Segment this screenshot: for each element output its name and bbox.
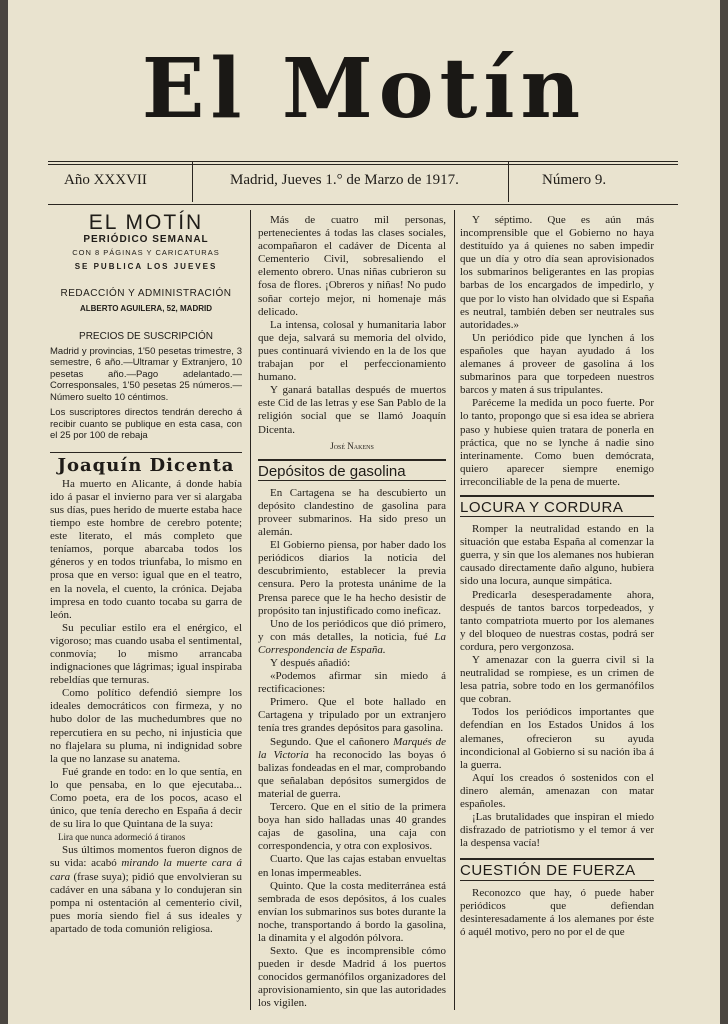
dicenta-signature: José Nakens (330, 440, 374, 451)
dicenta-p3: Como político defendió siempre los ideales democráticos con firmeza, y no hubo dolor de las muchedumbres que no repercutiera en su pecho, ni injusticia que no flajelara su pluma, ni indignidad sobre la que no lanzase su anatema. (50, 687, 242, 765)
cuestion-title: CUESTIÓN DE FUERZA (460, 858, 654, 880)
masthead-box (50, 211, 242, 273)
depositos-p13: Un periódico pide que lynchen á los españoles que hayan ayudado á los alemanes á proveer de gasolina á los submarinos para que torpedeen nuestros barcos y maten á sus tripulantes. (460, 331, 654, 397)
depositos-p12: Y séptimo. Que es aún más incomprensible que el Gobierno no haya destituído ya á quienes no saben impedir que un día y otro día sean aprovisionados los submarinos beligerantes en las propias barbas de los encargados de impedirlo, y que por lo visto han olvidado que si España es neutral, también deben ser neutrales sus autoridades.» (460, 214, 654, 331)
depositos-p6: Primero. Que el bote hallado en Cartagena y tripulado por un extranjero tenía tres grandes depósitos para gasolina. (258, 696, 446, 735)
header-divider-1 (192, 162, 193, 202)
column-rule-1 (250, 210, 251, 1010)
prices-title: PRECIOS DE SUSCRIPCIÓN (79, 330, 213, 342)
column-3 (460, 214, 654, 939)
issue-year: Año XXXVII (64, 172, 147, 188)
header-rule-bottom (48, 204, 678, 205)
box-title: EL MOTÍN (88, 211, 204, 234)
depositos-p1: En Cartagena se ha descubierto un depósito clandestino de gasolina para proveer submarinos. Ha sido preso un alemán. (258, 486, 446, 539)
issue-number: Número 9. (542, 172, 607, 188)
locura-p5: Aquí los creados ó sostenidos con el dinero alemán, amenazan con matar españoles. (460, 771, 654, 811)
dicenta-p8: Y ganará batallas después de muertos este Cid de las letras y ese San Pablo de la religión social que se llamó Joaquín Dicenta. (258, 384, 446, 436)
depositos-p9: Cuarto. Que las cajas estaban envueltas en lonas impermeables. (258, 853, 446, 879)
depositos-p14: Paréceme la medida un poco fuerte. Por lo tanto, propongo que si esa idea se abriera paso y hubiese quien tratara de ponerla en práctica, que no se lynche á nadie sino interinamente. Como buen demócrata, quiero aparecer siempre enemigo irreconciliable de la pena de muerte. (460, 397, 654, 488)
column-rule-2 (454, 210, 455, 1010)
depositos-p4: Y después añadió: (270, 657, 351, 669)
dicenta-verse: Lira que nunca adormeció á tiranos (58, 832, 186, 843)
dicenta-p7: La intensa, colosal y humanitaria labor que deja, salvará su memoria del olvido, pues continuará viviendo en la de los que trabajan por el perfeccionamiento humano. (258, 318, 446, 384)
box-pages: CON 8 PÁGINAS Y CARICATURAS (72, 248, 220, 258)
prices-text: Madrid y provincias, 1'50 pesetas trimestre, 3 semestre, 6 año.—Ultramar y Extranjero, 10 pesetas año.—Pago adelantado.—Corresponsales, 1'50 pesetas 25 números.—Número suelto 10 céntimos. (50, 345, 242, 403)
prices-note: Los suscriptores directos tendrán derecho á recibir cuanto se publique en esta casa, con el 25 por 100 de rebaja (50, 407, 242, 442)
locura-p2: Predicarla desesperadamente ahora, después de tantos barcos torpedeados, y tanto compatriota muerto por los alemanes y del bloqueo de nuestras costas, podrá ser cordura, pero vergonzosa. (460, 588, 654, 653)
depositos-p10: Quinto. Que la costa mediterránea está sembrada de esos depósitos, á los cuales envían los submarinos sus botes durante la noche, transportando á bordo la gasolina, la dinamita y el algodón pólvora. (258, 879, 446, 944)
header-divider-2 (508, 162, 509, 202)
cuestion-p1: Reconozco que hay, ó puede haber periódicos que defiendan desinteresadamente á los alemanes por éste ó aquél motivo, pero no por el de que (460, 886, 654, 938)
issue-place-date: Madrid, Jueves 1.° de Marzo de 1917. (230, 172, 459, 188)
locura-title: LOCURA Y CORDURA (460, 495, 654, 517)
box-publica: SE PUBLICA LOS JUEVES (74, 262, 218, 272)
locura-p3: Y amenazar con la guerra civil si la neutralidad se rompiese, es un crimen de lesa patria, sobre todo en los germanófilos que cobran. (460, 654, 654, 706)
depositos-p2: El Gobierno piensa, por haber dado los periódicos diarios la noticia del descubrimiento, establecer la previa censura. Pero la protesta unánime de la Prensa parece que le ha hecho desistir de propósito tan injustificado como ineficaz. (258, 539, 446, 617)
admin-address: ALBERTO AGUILERA, 52, MADRID (79, 304, 212, 314)
depositos-p3: Uno de los periódicos que dió primero, y con más detalles, la noticia, fué La Correspondencia de España. (258, 617, 446, 656)
column-1 (50, 211, 242, 936)
dicenta-title: Joaquín Dicenta (50, 452, 242, 472)
dicenta-p2: Su peculiar estilo era el enérgico, el vigoroso; mas cuando usaba el sentimental, conmovía; lo mismo arrancaba indignaciones que lágrimas; igual inspiraba rebeldías que ternuras. (50, 621, 242, 687)
dicenta-p5: Sus últimos momentos fueron dignos de su vida: acabó mirando la muerte cara á cara (frase suya); pidió que envolvieran su cadáver en una sábana y lo condujeran sin pompa ni ostentación al cementerio civil, pues moría siendo fiel á sus ideales y apartado de toda comunión religiosa. (50, 844, 242, 935)
locura-p6: ¡Las brutalidades que inspiran el miedo disfrazado de patriotismo y el temor á ver la despensa vacía! (460, 811, 654, 850)
locura-p1: Romper la neutralidad estando en la situación que estaba España al comenzar la guerra, y sin que los alemanes nos hubieran causado directamente daño alguno, hubiera sido una locura, aunque simpática. (460, 523, 654, 588)
depositos-p7: Segundo. Que el cañonero Marqués de la Victoria ha reconocido las boyas ó balizas fondeadas en el mar, comprobando que señalaban depósitos sumergidos de material de guerra. (258, 735, 446, 800)
dicenta-p1: Ha muerto en Alicante, á donde había ido á pasar el invierno para ver si alargaba sus días, pues herido de muerte estaba hace tiempo este hombre de cerebro potente; este literato, el más completo que teníamos, porque abarcaba todos los géneros y en todos triunfaba, lo mismo en prosa que en verso: igual que en el teatro, en la novela, el cuento, la crónica. Dejaba impresa en todo cuanto tocaba su garra de león. (50, 477, 242, 621)
header-rule-top-2 (48, 164, 678, 165)
column-2 (258, 214, 446, 1011)
box-subtitle: PERIÓDICO SEMANAL (83, 234, 209, 246)
newspaper-page (8, 0, 720, 1024)
depositos-p8: Tercero. Que en el sitio de la primera boya han sido halladas unas 40 grandes cajas de gasolina, una caja con correspondencia, y otra con explosivos. (258, 801, 446, 853)
header-rule-top (48, 161, 678, 162)
dicenta-p4: Fué grande en todo: en lo que sentía, en lo que pensaba, en lo que ejecutaba... Como poeta, era de los pocos, acaso el único, que tenía derecho en España á decir de su lira lo que Quintana de la suya: (50, 765, 242, 831)
dicenta-p6: Más de cuatro mil personas, pertenecientes á todas las clases sociales, acompañaron el cadáver de Dicenta al Cementerio Civil, sobresaliendo el elemento obrero. Unas niñas cubrieron su fosa de flores. ¡Obreros y niñas! No pudo soñar cortejo mejor, ni homenaje más delicado. (258, 214, 446, 318)
locura-p4: Todos los periódicos importantes que defendían en los Estados Unidos á los alemanes, ofrecieron su ayuda incondicional al Gobierno si su nación iba á la guerra. (460, 706, 654, 771)
depositos-p5: «Podemos afirmar sin miedo á rectificaciones: (258, 670, 446, 696)
masthead-title: El Motín (141, 41, 587, 137)
admin-title: REDACCIÓN Y ADMINISTRACIÓN (60, 288, 232, 300)
depositos-title: Depósitos de gasolina (258, 459, 446, 481)
depositos-p11: Sexto. Que es incomprensible cómo pueden ir desde Madrid á los puertos conocidos germanófilos organizadores del aprovisionamiento, sin que las autoridades los vigilen. (258, 945, 446, 1010)
